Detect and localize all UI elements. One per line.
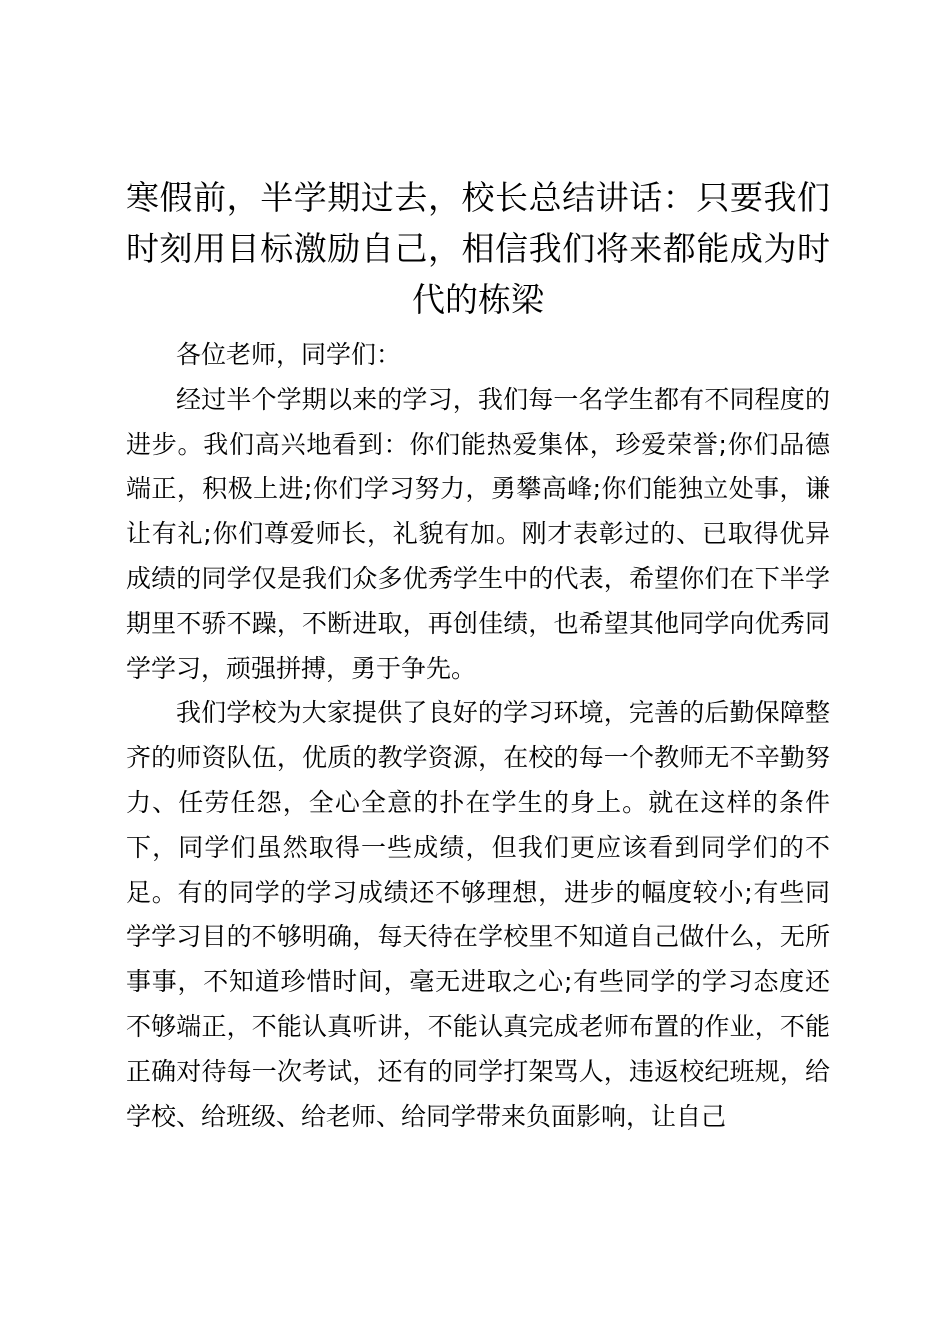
paragraph-1: 经过半个学期以来的学习，我们每一名学生都有不同程度的进步。我们高兴地看到：你们能热爱集体，珍爱荣誉;你们品德端正，积极上进;你们学习努力，勇攀高峰;你们能独立处事，谦让有礼;你们尊爱师长，礼貌有加。刚才表彰过的、已取得优异成绩的同学仅是我们众多优秀学生中的代表，希望你们在下半学期里不骄不躁，不断进取，再创佳绩，也希望其他同学向优秀同学学习，顽强拼搏，勇于争先。 <box>126 384 830 683</box>
document-page <box>126 172 830 1139</box>
document-title: 寒假前，半学期过去，校长总结讲话：只要我们时刻用目标激励自己，相信我们将来都能成为时代的栋梁 <box>126 178 830 319</box>
document-body <box>126 333 830 1139</box>
paragraph-2: 我们学校为大家提供了良好的学习环境，完善的后勤保障整齐的师资队伍，优质的教学资源，在校的每一个教师无不辛勤努力、任劳任怨，全心全意的扑在学生的身上。就在这样的条件下，同学们虽然取得一些成绩，但我们更应该看到同学们的不足。有的同学的学习成绩还不够理想，进步的幅度较小;有些同学学习目的不够明确，每天待在学校里不知道自己做什么，无所事事，不知道珍惜时间，毫无进取之心;有些同学的学习态度还不够端正，不能认真听讲，不能认真完成老师布置的作业，不能正确对待每一次考试，还有的同学打架骂人，违返校纪班规，给学校、给班级、给老师、给同学带来负面影响，让自己 <box>126 698 830 1131</box>
greeting: 各位老师，同学们： <box>176 340 402 369</box>
